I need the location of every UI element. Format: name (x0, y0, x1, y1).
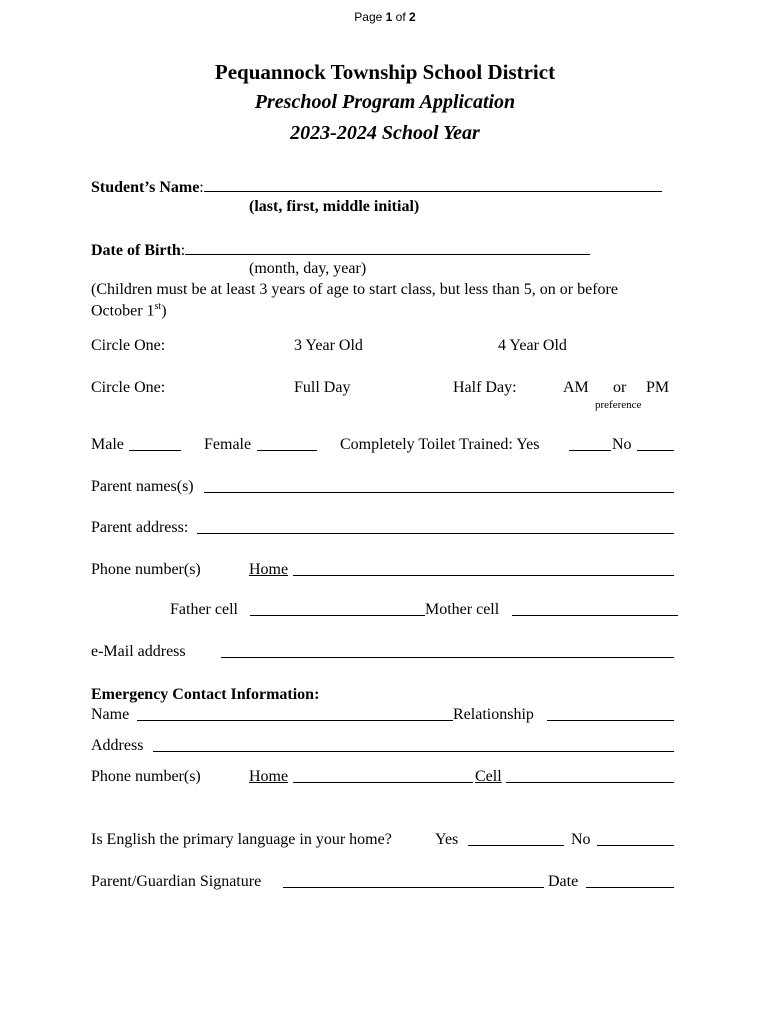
dob-hint: (month, day, year) (249, 260, 367, 277)
page-prefix: Page (354, 10, 383, 24)
student-name-hint: (last, first, middle initial) (249, 198, 420, 215)
relationship-field[interactable] (547, 704, 674, 721)
signature-label: Parent/Guardian Signature (91, 873, 262, 890)
male-field[interactable] (129, 434, 181, 451)
toilet-trained-label: Completely Toilet Trained: Yes (340, 436, 540, 453)
circle-day-label: Circle One: (91, 379, 166, 396)
emergency-address-label: Address (91, 737, 144, 754)
student-name-colon: : (199, 179, 204, 196)
parent-names-label: Parent names(s) (91, 478, 194, 495)
student-name-row (91, 175, 662, 197)
language-question: Is English the primary language in your home? (91, 831, 392, 848)
emergency-home-label: Home (249, 768, 289, 785)
school-year-title: 2023-2024 School Year (290, 122, 480, 144)
option-pm[interactable]: PM (646, 379, 670, 396)
mother-cell-label: Mother cell (425, 601, 500, 618)
emergency-cell-field[interactable] (506, 766, 674, 783)
emergency-cell-label: Cell (475, 768, 502, 785)
language-no-label: No (571, 831, 591, 848)
toilet-no-label: No (612, 436, 632, 453)
or-text: or (613, 379, 627, 396)
date-label: Date (548, 873, 579, 890)
home-phone-field[interactable] (293, 559, 674, 576)
parent-address-label: Parent address: (91, 519, 189, 536)
signature-field[interactable] (283, 871, 544, 888)
toilet-no-field[interactable] (637, 434, 674, 451)
phone-label: Phone number(s) (91, 561, 201, 578)
toilet-yes-field[interactable] (569, 434, 611, 451)
dob-note: (Children must be at least 3 years of age to start class, but less than 5, on or before (91, 281, 618, 298)
dob-note-continued (91, 301, 167, 320)
relationship-label: Relationship (453, 706, 534, 723)
male-label: Male (91, 436, 124, 453)
dob-note2-text: October 1 (91, 302, 155, 320)
female-field[interactable] (257, 434, 317, 451)
emergency-name-label: Name (91, 706, 130, 723)
student-name-label: Student’s Name (91, 179, 200, 196)
emergency-phone-label: Phone number(s) (91, 768, 201, 785)
option-4-year-old[interactable]: 4 Year Old (498, 337, 567, 354)
district-title: Pequannock Township School District (214, 60, 556, 84)
dob-label: Date of Birth (91, 242, 181, 259)
father-cell-label: Father cell (170, 601, 238, 618)
dob-field[interactable] (185, 238, 590, 255)
language-yes-field[interactable] (468, 829, 564, 846)
page-total: 2 (409, 10, 416, 24)
emergency-name-field[interactable] (137, 704, 453, 721)
emergency-address-field[interactable] (153, 735, 674, 752)
email-field[interactable] (221, 641, 674, 658)
language-yes-label: Yes (435, 831, 459, 848)
date-field[interactable] (586, 871, 674, 888)
dob-note2-suffix: ) (161, 302, 167, 320)
option-half-day-label: Half Day: (453, 379, 517, 396)
parent-address-field[interactable] (197, 517, 674, 534)
father-cell-field[interactable] (250, 599, 425, 616)
option-3-year-old[interactable]: 3 Year Old (294, 337, 363, 354)
student-name-field[interactable] (204, 175, 662, 192)
mother-cell-field[interactable] (512, 599, 678, 616)
language-no-field[interactable] (597, 829, 674, 846)
page-current: 1 (385, 10, 393, 24)
female-label: Female (204, 436, 252, 453)
email-label: e-Mail address (91, 643, 186, 660)
option-full-day[interactable]: Full Day (294, 379, 351, 396)
home-phone-label: Home (249, 561, 289, 578)
dob-note2-sup: st (154, 301, 162, 312)
parent-names-field[interactable] (204, 476, 674, 493)
option-am[interactable]: AM (563, 379, 589, 396)
dob-colon: : (180, 242, 186, 259)
circle-age-label: Circle One: (91, 337, 166, 354)
page-indicator (0, 10, 770, 24)
program-title: Preschool Program Application (254, 91, 516, 113)
page-of: of (395, 10, 406, 24)
emergency-heading: Emergency Contact Information: (91, 686, 320, 703)
preference-note: preference (595, 399, 642, 411)
emergency-home-field[interactable] (293, 766, 473, 783)
dob-row (91, 238, 590, 260)
